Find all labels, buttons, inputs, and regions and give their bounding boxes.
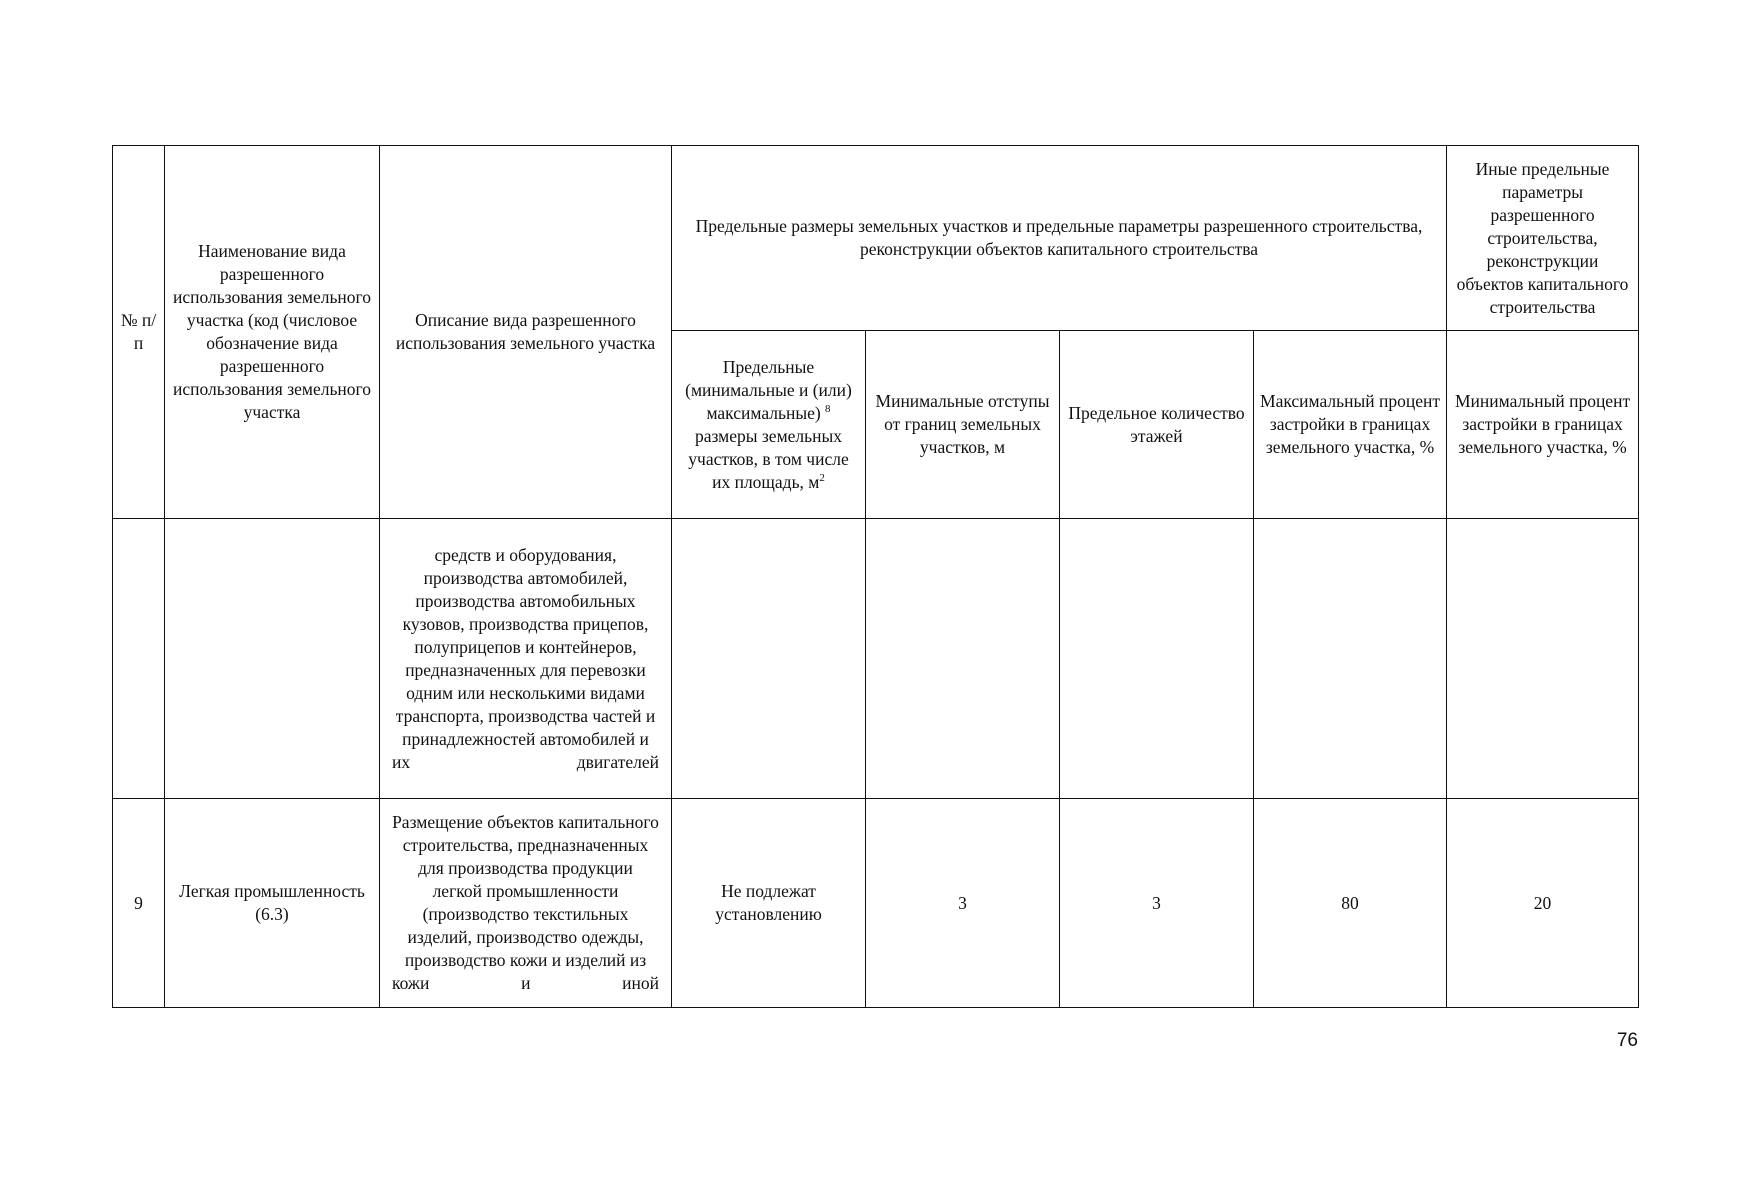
header-setbacks: Минимальные отступы от границ земельных участков, м [866,331,1060,519]
header-max-coverage: Максимальный процент застройки в границах земельного участка, % [1254,331,1447,519]
header-plot-sizes-main: Предельные (минимальные и (или) максимальные) [685,356,852,423]
row-description: Размещение объектов капитального строительства, предназначенных для производства продукции легкой промышленности (производство текстильных изделий, производство одежды, производство кожи и изделий из кожи и иной [380,799,672,1008]
row-name: Легкая промышленность (6.3) [165,799,380,1008]
header-plot-sizes [672,331,866,519]
row-num: 9 [113,799,165,1008]
header-description: Описание вида разрешенного использования земельного участка [380,146,672,519]
row-floors [1060,519,1254,799]
footnote-ref: 8 [825,402,831,415]
table-row [113,799,1639,1008]
row-min-coverage: 20 [1447,799,1639,1008]
header-num: № п/п [113,146,165,519]
page-number: 76 [1616,1030,1638,1051]
header-name: Наименование вида разрешенного использования земельного участка (код (числовое обозначение вида разрешенного использования земельного участка [165,146,380,519]
row-name [165,519,380,799]
header-min-coverage: Минимальный процент застройки в границах земельного участка, % [1447,331,1639,519]
row-plot-sizes: Не подлежат установлению [672,799,866,1008]
land-use-regulations-table [112,145,1639,1008]
header-other-params: Иные предельные параметры разрешенного строительства, реконструкции объектов капитального строительства [1447,146,1639,331]
row-floors: 3 [1060,799,1254,1008]
header-limits-group: Предельные размеры земельных участков и предельные параметры разрешенного строительства, реконструкции объектов капитального строительства [672,146,1447,331]
header-row-top [113,146,1639,331]
row-plot-sizes [672,519,866,799]
row-min-coverage [1447,519,1639,799]
header-floors: Предельное количество этажей [1060,331,1254,519]
unit-superscript: 2 [819,471,825,484]
row-setbacks: 3 [866,799,1060,1008]
row-description: средств и оборудования, производства автомобилей, производства автомобильных кузовов, производства прицепов, полуприцепов и контейнеров, предназначенных для перевозки одним или несколькими видами транспорта, производства частей и принадлежностей автомобилей и их двигателей [380,519,672,799]
row-max-coverage [1254,519,1447,799]
row-setbacks [866,519,1060,799]
table-row [113,519,1639,799]
header-plot-sizes-rest: размеры земельных участков, в том числе их площадь, м [688,425,849,492]
row-num [113,519,165,799]
row-max-coverage: 80 [1254,799,1447,1008]
